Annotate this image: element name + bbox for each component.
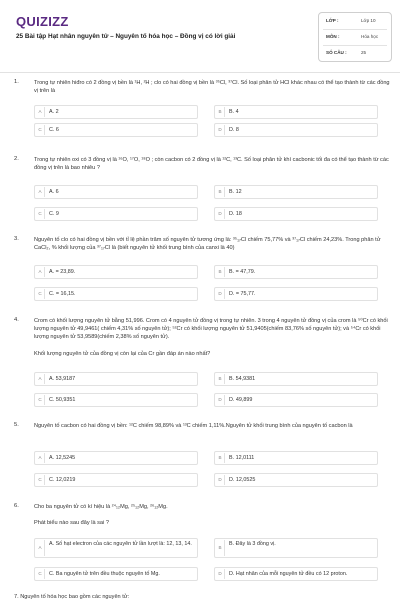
header-divider [0, 72, 400, 73]
meta-row-subject [319, 29, 391, 45]
option-c[interactable] [34, 393, 198, 407]
question-text: Cho ba nguyên tử có kí hiệu là ²⁴₁₂Mg, ²⁵₁₂Mg, ²⁶₁₂Mg. [34, 504, 168, 510]
option-a[interactable] [34, 372, 198, 386]
option-text: B. Đây là 3 đồng vị. [229, 541, 276, 547]
option-text: A. 2 [49, 109, 59, 115]
option-letter: B [216, 540, 225, 556]
option-a[interactable] [34, 265, 198, 279]
option-letter: C [36, 395, 45, 405]
option-letter: A [36, 453, 45, 463]
question-text: Nguyên tố clo có hai đồng vị bền với tỉ lệ phần trăm số nguyên tử tương ứng là: ³⁵₁₇Cl chiếm 75,77% và ³⁷₁₇Cl chiếm 24,23%. Trong phân tử CaCl₂, % khối lượng của ³⁷₁₇Cl là (biết nguyên tử khối trung bình của canxi là 40) [34, 237, 381, 252]
option-text: D. 8 [229, 127, 239, 133]
option-text: C. Ba nguyên tử trên đều thuộc nguyên tố Mg. [49, 571, 160, 577]
option-letter: A [36, 187, 45, 197]
option-text: B. 12 [229, 189, 242, 195]
option-c[interactable] [34, 123, 198, 137]
next-question-partial: 7. Nguyên tố hóa học bao gồm các nguyên tử: [14, 594, 130, 600]
meta-row-count [319, 45, 391, 61]
option-text: C. = 16,15. [49, 291, 76, 297]
option-text: D. 18 [229, 211, 242, 217]
option-letter: C [36, 209, 45, 219]
meta-value: Hóa học [361, 34, 379, 39]
option-letter: A [36, 107, 45, 117]
meta-value: Lớp 10 [361, 18, 376, 23]
meta-label: SỐ CÂU : [326, 50, 347, 55]
quizizz-logo[interactable]: QUIZIZZ [16, 14, 69, 29]
option-c[interactable] [34, 567, 198, 581]
option-text: A. 6 [49, 189, 59, 195]
option-letter: C [36, 125, 45, 135]
option-letter: D [216, 569, 225, 579]
meta-label: LỚP : [326, 18, 339, 23]
question-number: 2. [14, 156, 19, 162]
question-text: Nguyên tố cacbon có hai đồng vị bền: ¹²C chiếm 98,89% và ¹³C chiếm 1,11%.Nguyên tử khối trung bình của nguyên tố cacbon là [34, 423, 353, 429]
option-letter: C [36, 289, 45, 299]
option-d[interactable] [214, 287, 378, 301]
option-text: D. 12,0525 [229, 477, 256, 483]
option-b[interactable] [214, 105, 378, 119]
question-text: Trong tự nhiên hiđro có 2 đồng vị bền là ¹H, ²H ; clo có hai đồng vị bền là ³⁵Cl, ³⁷Cl. Số loại phân tử HCl khác nhau có thể tạo thành từ các đồng vị trên là [34, 80, 390, 95]
option-text: B. 12,0111 [229, 455, 255, 461]
option-text: C. 6 [49, 127, 59, 133]
document-header [0, 0, 400, 72]
option-d[interactable] [214, 123, 378, 137]
option-letter: A [36, 374, 45, 384]
option-letter: C [36, 475, 45, 485]
question-number: 5. [14, 422, 19, 428]
option-text: A. 12,5245 [49, 455, 76, 461]
option-d[interactable] [214, 473, 378, 487]
option-d[interactable] [214, 567, 378, 581]
option-text: A. = 23,89. [49, 269, 76, 275]
meta-value: 25 [361, 50, 367, 55]
option-c[interactable] [34, 207, 198, 221]
option-b[interactable] [214, 372, 378, 386]
option-letter: D [216, 125, 225, 135]
option-text: A. 53,9187 [49, 376, 76, 382]
question-subtext: Phát biểu nào sau đây là sai ? [34, 520, 109, 526]
option-b[interactable] [214, 185, 378, 199]
option-letter: A [36, 267, 45, 277]
option-b[interactable] [214, 451, 378, 465]
question-text: Crom có khối lượng nguyên tử bằng 51,996. Crom có 4 nguyên tử đồng vị trong tự nhiên. 3 trong 4 nguyên tử đồng vị của crom là ⁵⁰Cr có khối lượng nguyên tử 49,9461( chiếm 4,31% số nguyên tử); ⁵²Cr có khối lượng nguyên tử 51,9405(chiếm 83,76% số nguyên tử); và ⁵⁴Cr có khối lượng nguyên tử 53,9589(chiếm 2,38% số nguyên tử). [34, 318, 388, 341]
document-title: 25 Bài tập Hạt nhân nguyên tử – Nguyên tố hóa học – Đồng vị có lời giải [16, 33, 236, 40]
option-letter: A [36, 540, 45, 556]
meta-info-box [318, 12, 392, 62]
option-c[interactable] [34, 287, 198, 301]
option-letter: B [216, 267, 225, 277]
option-letter: B [216, 107, 225, 117]
option-a[interactable] [34, 451, 198, 465]
option-text: C. 9 [49, 211, 59, 217]
question-number: 4. [14, 317, 19, 323]
option-letter: B [216, 187, 225, 197]
option-a[interactable] [34, 538, 198, 558]
meta-label: MÔN : [326, 34, 340, 39]
option-letter: D [216, 475, 225, 485]
question-number: 3. [14, 236, 19, 242]
option-text: A. Số hạt electron của các nguyên tử lần lượt là: 12, 13, 14. [49, 541, 192, 547]
option-letter: D [216, 395, 225, 405]
option-text: B. 54,9381 [229, 376, 256, 382]
option-letter: D [216, 289, 225, 299]
question-subtext: Khối lượng nguyên tử của đồng vị còn lại của Cr gần đáp án nào nhất? [34, 351, 211, 357]
option-c[interactable] [34, 473, 198, 487]
option-text: D. = 75,77. [229, 291, 256, 297]
option-text: D. 49,899 [229, 397, 253, 403]
option-a[interactable] [34, 185, 198, 199]
option-a[interactable] [34, 105, 198, 119]
option-letter: B [216, 374, 225, 384]
option-text: C. 12,0219 [49, 477, 76, 483]
option-text: B. = 47,79. [229, 269, 256, 275]
option-text: D. Hạt nhân của mỗi nguyên tử đều có 12 proton. [229, 571, 348, 577]
option-text: C. 50,9351 [49, 397, 76, 403]
question-number: 1. [14, 79, 19, 85]
meta-row-grade [319, 13, 391, 29]
option-letter: C [36, 569, 45, 579]
option-text: B. 4 [229, 109, 239, 115]
option-b[interactable] [214, 265, 378, 279]
option-d[interactable] [214, 393, 378, 407]
question-text: Trong tự nhiên oxi có 3 đồng vị là ¹⁶O, ¹⁷O, ¹⁸O ; còn cacbon có 2 đồng vị là ¹²C, ¹³C. Số loại phân tử khí cacbonic tối đa có thể tạo thành từ các đồng vị trên là bao nhiêu ? [34, 157, 389, 172]
question-number: 6. [14, 503, 19, 509]
option-b[interactable] [214, 538, 378, 558]
option-d[interactable] [214, 207, 378, 221]
option-letter: D [216, 209, 225, 219]
option-letter: B [216, 453, 225, 463]
